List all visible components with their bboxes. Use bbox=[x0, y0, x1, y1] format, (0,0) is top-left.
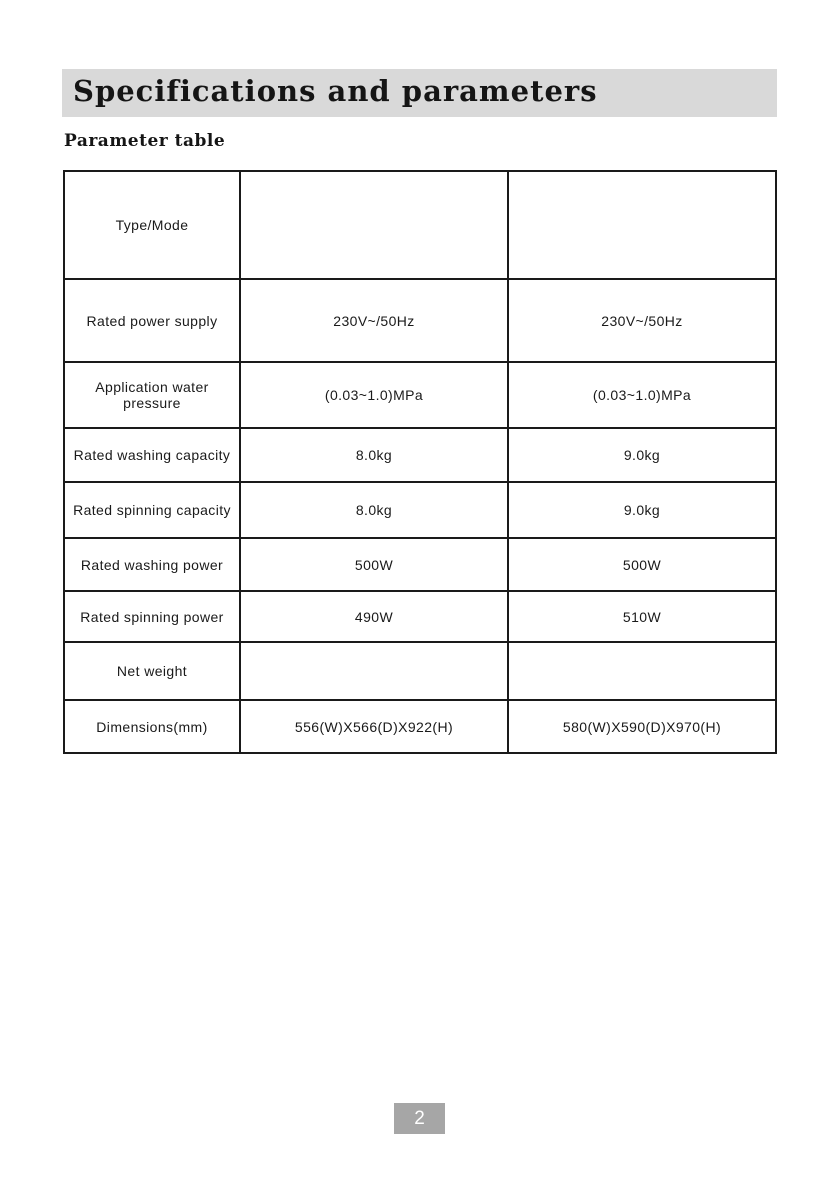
model-a-value bbox=[240, 171, 508, 279]
row-label: Rated washing power bbox=[64, 538, 240, 591]
table-row-type-mode bbox=[64, 171, 776, 279]
table-row-water-pressure bbox=[64, 362, 776, 428]
table-row-power-supply bbox=[64, 279, 776, 362]
page-title: Specifications and parameters bbox=[73, 74, 598, 108]
page-number: 2 bbox=[394, 1103, 445, 1134]
model-a-value: 490W bbox=[240, 591, 508, 642]
table-row-spinning-capacity bbox=[64, 482, 776, 538]
table-row-net-weight bbox=[64, 642, 776, 700]
table-row-washing-power bbox=[64, 538, 776, 591]
row-label: Rated spinning capacity bbox=[64, 482, 240, 538]
model-a-value: 8.0kg bbox=[240, 482, 508, 538]
section-title-bar bbox=[62, 69, 777, 117]
model-a-value: 556(W)X566(D)X922(H) bbox=[240, 700, 508, 753]
row-label: Rated spinning power bbox=[64, 591, 240, 642]
model-b-value: 230V~/50Hz bbox=[508, 279, 776, 362]
model-b-value: 580(W)X590(D)X970(H) bbox=[508, 700, 776, 753]
model-b-value: (0.03~1.0)MPa bbox=[508, 362, 776, 428]
parameter-table bbox=[63, 170, 777, 754]
model-a-value: (0.03~1.0)MPa bbox=[240, 362, 508, 428]
model-b-value bbox=[508, 171, 776, 279]
row-label: Rated washing capacity bbox=[64, 428, 240, 482]
model-a-value bbox=[240, 642, 508, 700]
model-a-value: 8.0kg bbox=[240, 428, 508, 482]
row-label: Application water pressure bbox=[64, 362, 240, 428]
model-a-value: 230V~/50Hz bbox=[240, 279, 508, 362]
row-label: Net weight bbox=[64, 642, 240, 700]
model-b-value: 500W bbox=[508, 538, 776, 591]
table-row-washing-capacity bbox=[64, 428, 776, 482]
model-b-value: 9.0kg bbox=[508, 482, 776, 538]
table-subtitle: Parameter table bbox=[64, 131, 226, 151]
model-b-value: 510W bbox=[508, 591, 776, 642]
row-label: Type/Mode bbox=[64, 171, 240, 279]
table-row-spinning-power bbox=[64, 591, 776, 642]
row-label: Rated power supply bbox=[64, 279, 240, 362]
model-b-value: 9.0kg bbox=[508, 428, 776, 482]
model-b-value bbox=[508, 642, 776, 700]
table-row-dimensions bbox=[64, 700, 776, 753]
row-label: Dimensions(mm) bbox=[64, 700, 240, 753]
model-a-value: 500W bbox=[240, 538, 508, 591]
